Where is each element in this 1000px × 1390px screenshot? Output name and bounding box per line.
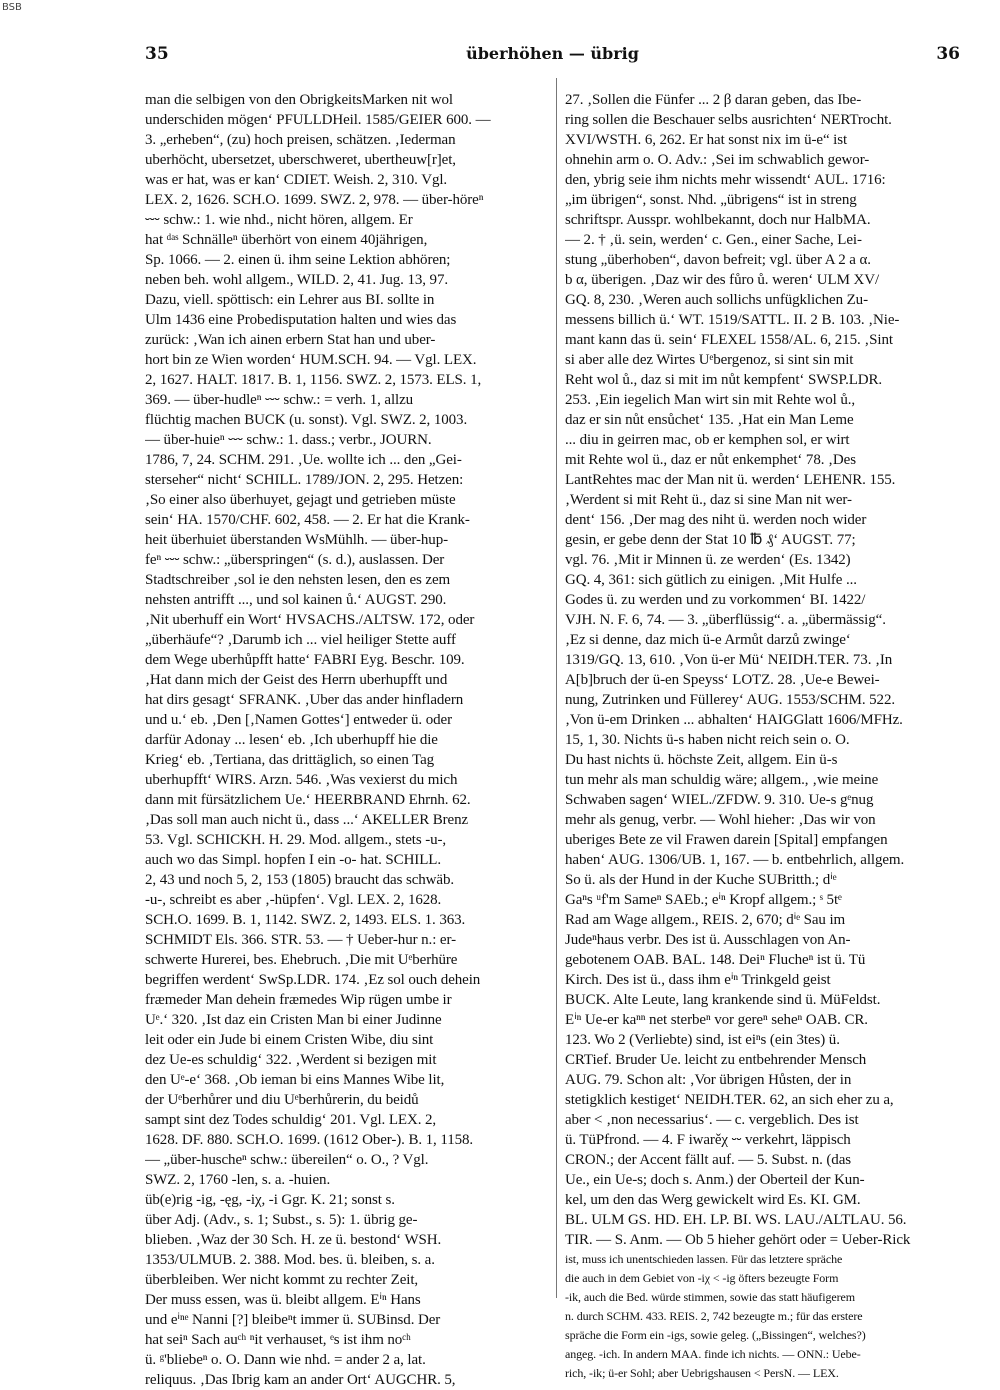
text-line: uberhöcht, ubersetzet, uberschweret, ubertheuw[r]et, (145, 152, 456, 168)
text-line: b α, überigen. ‚Daz wir des fůro ů. weren‘ ULM XV/ (565, 272, 880, 288)
text-line: AUG. 79. Schon alt: ‚Vor übrigen Hůsten, der in (565, 1072, 852, 1088)
text-line: und u.‘ eb. ‚Den [‚Namen Gottes‘] entweder ü. oder (145, 712, 452, 728)
text-line: dez Ue-es schuldig‘ 322. ‚Werdent si bezigen mit (145, 1052, 437, 1068)
text-line: BUCK. Alte Leute, lang krankende sind ü. MüFeldst. (565, 992, 881, 1008)
text-line: SCH.O. 1699. B. 1, 1142. SWZ. 2, 1493. ELS. 1. 363. (145, 912, 466, 928)
text-line: was er hat, was er kan‘ CDIET. Weish. 2, 310. Vgl. (145, 172, 448, 188)
text-line: Eⁱⁿ Ue-er kaⁿⁿ net sterbeⁿ vor gereⁿ seheⁿ OAB. CR. (565, 1012, 868, 1028)
text-line: Sp. 1066. — 2. einen ü. ihm seine Lektion abhören; (145, 252, 451, 268)
text-line: stetigklich kestiget‘ NEIDH.TER. 62, an sich eher zu a, (565, 1092, 894, 1108)
text-line: mit Rehte wol ü., daz er nůt enkemphet‘ 78. ‚Des (565, 452, 856, 468)
text-line: Der muss essen, was ü. bleibt allgem. Eⁱⁿ Hans (145, 1292, 421, 1308)
text-line: ‚Das soll man auch nicht ü., dass ...‘ AKELLER Brenz (145, 812, 469, 828)
text-line: hort bin ze Wien worden‘ HUM.SCH. 94. — Vgl. LEX. (145, 352, 477, 368)
text-line: CRTief. Bruder Ue. leicht zu entbehrender Mensch (565, 1052, 867, 1068)
text-line: flüchtig machen BUCK (u. sonst). Vgl. SWZ. 2, 1003. (145, 412, 468, 428)
text-line: Dazu, viell. spöttisch: ein Lehrer aus BI. sollte in (145, 292, 435, 308)
text-line: Rad am Wage allgem., REIS. 2, 670; dⁱᵉ Sau im (565, 912, 846, 928)
text-line: ‚Werdent si mit Reht ü., daz si sine Man nit wer- (565, 492, 852, 508)
text-line: ⏑⏑⏑ schw.: 1. wie nhd., nicht hören, allgem. Er (145, 212, 413, 228)
text-line: hat dirs gesagt‘ SFRANK. ‚Uber das ander hinfladern (145, 692, 464, 708)
text-line: spräche die Form ein -igs, sowie geleg. („Bissingen“, welches?) (565, 1328, 866, 1342)
text-line: gebotenem OAB. BAL. 148. Deiⁿ Flucheⁿ ist ü. Tü (565, 952, 866, 968)
text-line: feⁿ ⏑⏑⏑ schw.: „überspringen“ (s. d.), auslassen. Der (145, 552, 445, 568)
text-line: 3. „erheben“, (zu) hoch preisen, schätzen. ‚Iederman (145, 132, 456, 148)
text-line: LantRehtes mac der Man nit ü. werden‘ LEHENR. 155. (565, 472, 896, 488)
text-line: uberhupfft‘ WIRS. Arzn. 546. ‚Was vexierst du mich (145, 772, 458, 788)
text-line: mant kann das ü. sein‘ FLEXEL 1558/AL. 6, 215. ‚Sint (565, 332, 893, 348)
text-line: schwerte Hurerei, bes. Ehebruch. ‚Die mit Uᵉberhüre (145, 952, 458, 968)
text-line: ist, muss ich unentschieden lassen. Für das letztere spräche (565, 1252, 843, 1266)
text-line: dent‘ 156. ‚Der mag des niht ü. werden noch wider (565, 512, 867, 528)
text-line: Kirch. Des ist ü., dass ihm eⁱⁿ Trinkgeld geist (565, 972, 831, 988)
text-line: A[b]bruch der ü-en Speyss‘ LOTZ. 28. ‚Ue-e Bewei- (565, 672, 880, 688)
text-line: Stadtschreiber ‚sol ie den nehsten lesen, den es zem (145, 572, 451, 588)
text-line: sterseher“ nicht‘ SCHILL. 1789/JON. 2, 295. Hetzen: (145, 472, 464, 488)
text-line: und eⁱⁿᵉ Nanni [?] bleibeⁿt immer ü. SUBinsd. Der (145, 1312, 441, 1328)
text-line: aber < ‚non necessarius‘. — c. vergeblich. Des ist (565, 1112, 859, 1128)
text-line: -ik, auch die Bed. würde stimmen, sowie das statt häufigerem (565, 1290, 855, 1304)
text-line: messens billich ü.‘ WT. 1519/SATTL. II. 2 B. 103. ‚Nie- (565, 312, 900, 328)
text-line: 1786, 7, 24. SCHM. 291. ‚Ue. wollte ich ... den „Gei- (145, 452, 462, 468)
text-line: 123. Wo 2 (Verliebte) sind, ist eiⁿs (ein 3tes) ü. (565, 1032, 840, 1048)
text-line: So ü. als der Hund in der Kuche SUBritth.; dⁱᵉ (565, 872, 837, 888)
text-line: begriffen werdent‘ SwSp.LDR. 174. ‚Ez sol ouch dehein (145, 972, 481, 988)
text-line: gesin, er gebe denn der Stat 10 ℔ ₰‘ AUGST. 77; (565, 532, 856, 548)
text-line: darfür Adonay ... lesen‘ eb. ‚Ich uberhupff hie die (145, 732, 438, 748)
text-line: uberiges Bete ze vil Frawen darein [Spital] empfangen (565, 832, 888, 848)
library-watermark: BSB (2, 2, 22, 13)
text-line: LEX. 2, 1626. SCH.O. 1699. SWZ. 2, 978. — über-höreⁿ (145, 192, 484, 208)
text-line: BL. ULM GS. HD. EH. LP. BI. WS. LAU./ALTLAU. 56. (565, 1212, 907, 1228)
text-line: hat ᵈᵃˢ Schnälleⁿ überhört von einem 40jährigen, (145, 232, 428, 248)
text-line: underschiden mögen‘ PFULLDHeil. 1585/GEIER 600. — (145, 112, 491, 128)
text-line: ring sollen die Beschauer selbs ausrichten‘ NERTrocht. (565, 112, 892, 128)
text-line: üb(e)rig -ig, -ęg, -iχ, -i Ggr. K. 21; sonst s. (145, 1192, 395, 1208)
text-line: GQ. 4, 361: sich gütlich zu einigen. ‚Mit Hulfe ... (565, 572, 857, 588)
text-line: vgl. 76. ‚Mit ir Minnen ü. ze werden‘ (Es. 1342) (565, 552, 851, 568)
text-line: die auch in dem Gebiet von -iχ < -ig öfters bezeugte Form (565, 1271, 839, 1285)
text-line: Du hast nichts ü. höchste Zeit, allgem. Ein ü-s (565, 752, 838, 768)
text-line: ü. TüPfrond. — 4. F iwarěχ ⏑⏑ verkehrt, läppisch (565, 1132, 851, 1148)
text-line: mehr als genug, verbr. — Wohl hieher: ‚Das wir von (565, 812, 876, 828)
text-line: schriftspr. Ausspr. wohlbekannt, doch nur HalbMA. (565, 212, 871, 228)
text-line: Gaⁿs ᵘf'm Sameⁿ SAEb.; eⁱⁿ Kropf allgem.; ˢ 5tᵉ (565, 892, 842, 908)
text-line: 1628. DF. 880. SCH.O. 1699. (1612 Ober-). B. 1, 1158. (145, 1132, 474, 1148)
text-line: dann mit fürsätzlichem Ue.‘ HEERBRAND Ehrnh. 62. (145, 792, 471, 808)
text-line: kel, um den das Werg gewickelt wird Es. KI. GM. (565, 1192, 861, 1208)
text-line: leit oder ein Jude bi einem Cristen Wibe, diu sint (145, 1032, 434, 1048)
text-line: Schwaben sagen‘ WIEL./ZFDW. 9. 310. Ue-s gᵉnug (565, 792, 874, 808)
right-column (565, 90, 959, 1383)
text-line: XVI/WSTH. 6, 262. Er hat sonst nix im ü-e“ ist (565, 132, 848, 148)
text-line: Uᵉ.‘ 320. ‚Ist daz ein Cristen Man bi einer Judinne (145, 1012, 442, 1028)
text-line: stung „überhoben“, davon befreit; vgl. über A 2 a α. (565, 252, 871, 268)
text-line: — über-huieⁿ ⏑⏑⏑ schw.: 1. dass.; verbr., JOURN. (145, 432, 432, 448)
column-divider (556, 78, 557, 1298)
text-line: hat seiⁿ Sach auᶜʰ ⁿit verhauset, ᵉs ist ihm noᶜʰ (145, 1332, 411, 1348)
text-line: man die selbigen von den ObrigkeitsMarken nit wol (145, 92, 453, 108)
text-line: der Uᵉberhůrer und diu Uᵉberhůrerin, du beidů (145, 1092, 419, 1108)
text-line: 2, 1627. HALT. 1817. B. 1, 1156. SWZ. 2, 1573. ELS. 1, (145, 372, 482, 388)
text-line: rich, -ik; ü-er Sohl; aber Uebrigshausen < PersN. — LEX. (565, 1366, 839, 1380)
text-line: 27. ‚Sollen die Fünfer ... 2 β daran geben, das Ibe- (565, 92, 862, 108)
text-line: haben‘ AUG. 1306/UB. 1, 167. — b. entbehrlich, allgem. (565, 852, 905, 868)
running-title: überhöhen — übrig (466, 44, 639, 63)
text-line: nung, Zutrinken und Füllerey‘ AUG. 1553/SCHM. 522. (565, 692, 895, 708)
text-line: SWZ. 2, 1760 -len, s. a. -huien. (145, 1172, 331, 1188)
text-line: Krieg‘ eb. ‚Tertiana, das drittäglich, so einen Tag (145, 752, 435, 768)
text-line: -u-, schreibt es aber ‚-hüpfen‘. Vgl. LEX. 2, 1628. (145, 892, 442, 908)
text-line: SCHMIDT Els. 366. STR. 53. — † Ueber-hur n.: er- (145, 932, 456, 948)
left-column (145, 90, 551, 1390)
text-line: ‚Von ü-em Drinken ... abhalten‘ HAIGGlatt 1606/MFHz. (565, 712, 903, 728)
text-line: sein‘ HA. 1570/CHF. 602, 458. — 2. Er hat die Krank- (145, 512, 470, 528)
text-line: blieben. ‚Waz der 30 Sch. H. ze ü. bestond‘ WSH. (145, 1232, 442, 1248)
text-line: „überhäufe“? ‚Darumb ich ... viel heiliger Stette auff (145, 632, 456, 648)
text-line: — 2. † ‚ü. sein, werden‘ c. Gen., einer Sache, Lei- (565, 232, 862, 248)
text-line: 53. Vgl. SCHICKH. H. 29. Mod. allgem., stets -u-, (145, 832, 447, 848)
text-line: ü. ᵍ'bliebeⁿ o. O. Dann wie nhd. = ander 2 a, lat. (145, 1352, 426, 1368)
right-page-number: 36 (936, 44, 960, 64)
text-line: CRON.; der Accent fällt auf. — 5. Subst. n. (das (565, 1152, 851, 1168)
text-line: fræmeder Man dehein fræmedes Wip rügen umbe ir (145, 992, 452, 1008)
text-line: 253. ‚Ein iegelich Man wirt sin mit Rehte wol ů., (565, 392, 856, 408)
text-line: heit überhuiet überstanden WsMühlh. — über-hup- (145, 532, 448, 548)
text-line: GQ. 8, 230. ‚Weren auch sollichs unfügklichen Zu- (565, 292, 868, 308)
text-line: „im übrigen“, sonst. Nhd. „übrigens“ ist in streng (565, 192, 857, 208)
text-line: neben beh. wohl allgem., WILD. 2, 41. Jug. 13, 97. (145, 272, 449, 288)
left-page-number: 35 (145, 44, 169, 64)
text-line: dem Wege uberhůpfft hatte‘ FABRI Eyg. Beschr. 109. (145, 652, 465, 668)
text-line: — „über-huscheⁿ schw.: übereilen“ o. O., ? Vgl. (145, 1152, 429, 1168)
text-line: si aber alle dez Wirtes Uᵉbergenoz, si sint sin mit (565, 352, 854, 368)
text-line: nehsten antrifft ..., und sol kainen ů.‘ AUGST. 290. (145, 592, 447, 608)
text-line: Ue., ein Ue-s; doch s. Anm.) der Oberteil der Kun- (565, 1172, 865, 1188)
text-line: n. durch SCHM. 433. REIS. 2, 742 bezeugte m.; für das erstere (565, 1309, 863, 1323)
text-line: sampt sint dez Todes schuldig‘ 201. Vgl. LEX. 2, (145, 1112, 437, 1128)
text-line: Reht wol ů., daz si mit im nůt kempfent‘ SWSP.LDR. (565, 372, 883, 388)
text-line: zurück: ‚Wan ich ainen erbern Stat han und uber- (145, 332, 436, 348)
text-line: reliquus. ‚Das Ibrig kam an ander Ort‘ AUGCHR. 5, (145, 1372, 456, 1388)
text-line: ... diu in geirren mac, ob er kemphen sol, er wirt (565, 432, 850, 448)
text-line: den Uᵉ-e‘ 368. ‚Ob ieman bi eins Mannes Wibe lit, (145, 1072, 445, 1088)
text-line: 1353/ULMUB. 2. 388. Mod. bes. ü. bleiben, s. a. (145, 1252, 435, 1268)
text-line: angeg. -ich. In andern MAA. finde ich nichts. — ONN.: Uebe- (565, 1347, 861, 1361)
text-line: über Adj. (Adv., s. 1; Subst., s. 5): 1. übrig ge- (145, 1212, 418, 1228)
text-line: tun mehr als man schuldig wäre; allgem., ‚wie meine (565, 772, 879, 788)
text-line: ohnehin arm o. O. Adv.: ‚Sei im schwablich gewor- (565, 152, 870, 168)
text-line: 2, 43 und noch 5, 2, 153 (1805) braucht das schwäb. (145, 872, 455, 888)
text-line: Ulm 1436 eine Probedisputation halten und wies das (145, 312, 457, 328)
text-line: überbleiben. Wer nicht kommt zu rechter Zeit, (145, 1272, 419, 1288)
text-line: den, ybrig seie ihm nichts mehr wissendt‘ AUL. 1716: (565, 172, 886, 188)
text-line: TIR. — S. Anm. — Ob 5 hieher gehört oder = Ueber-Rick (565, 1232, 911, 1248)
text-line: ‚Nit uberhuff ein Wort‘ HVSACHS./ALTSW. 172, oder (145, 612, 475, 628)
text-line: Godes ü. zu werden und zu vorkommen‘ BI. 1422/ (565, 592, 866, 608)
text-line: daz er sin nůt ensůchet‘ 135. ‚Hat ein Man Leme (565, 412, 854, 428)
text-line: ‚Hat dann mich der Geist des Herrn uberhupfft und (145, 672, 448, 688)
text-line: 15, 1, 30. Nichts ü-s haben nicht reich sein o. O. (565, 732, 850, 748)
text-line: 1319/GQ. 13, 610. ‚Von ü-er Mü‘ NEIDH.TER. 73. ‚In (565, 652, 893, 668)
text-line: auch wo das Simpl. hopfen I ein -o- hat. SCHILL. (145, 852, 441, 868)
text-line: 369. — über-hudleⁿ ⏑⏑⏑ schw.: = verh. 1, allzu (145, 392, 414, 408)
text-line: VJH. N. F. 6, 74. — 3. „überflüssig“. a. „übermässig“. (565, 612, 886, 628)
text-line: ‚Ez si denne, daz mich ü-e Armůt darzů zwinge‘ (565, 632, 851, 648)
running-header (145, 44, 960, 70)
text-line: ‚So einer also überhuyet, gejagt und getrieben müste (145, 492, 456, 508)
text-line: Judeⁿhaus verbr. Des ist ü. Ausschlagen von An- (565, 932, 851, 948)
